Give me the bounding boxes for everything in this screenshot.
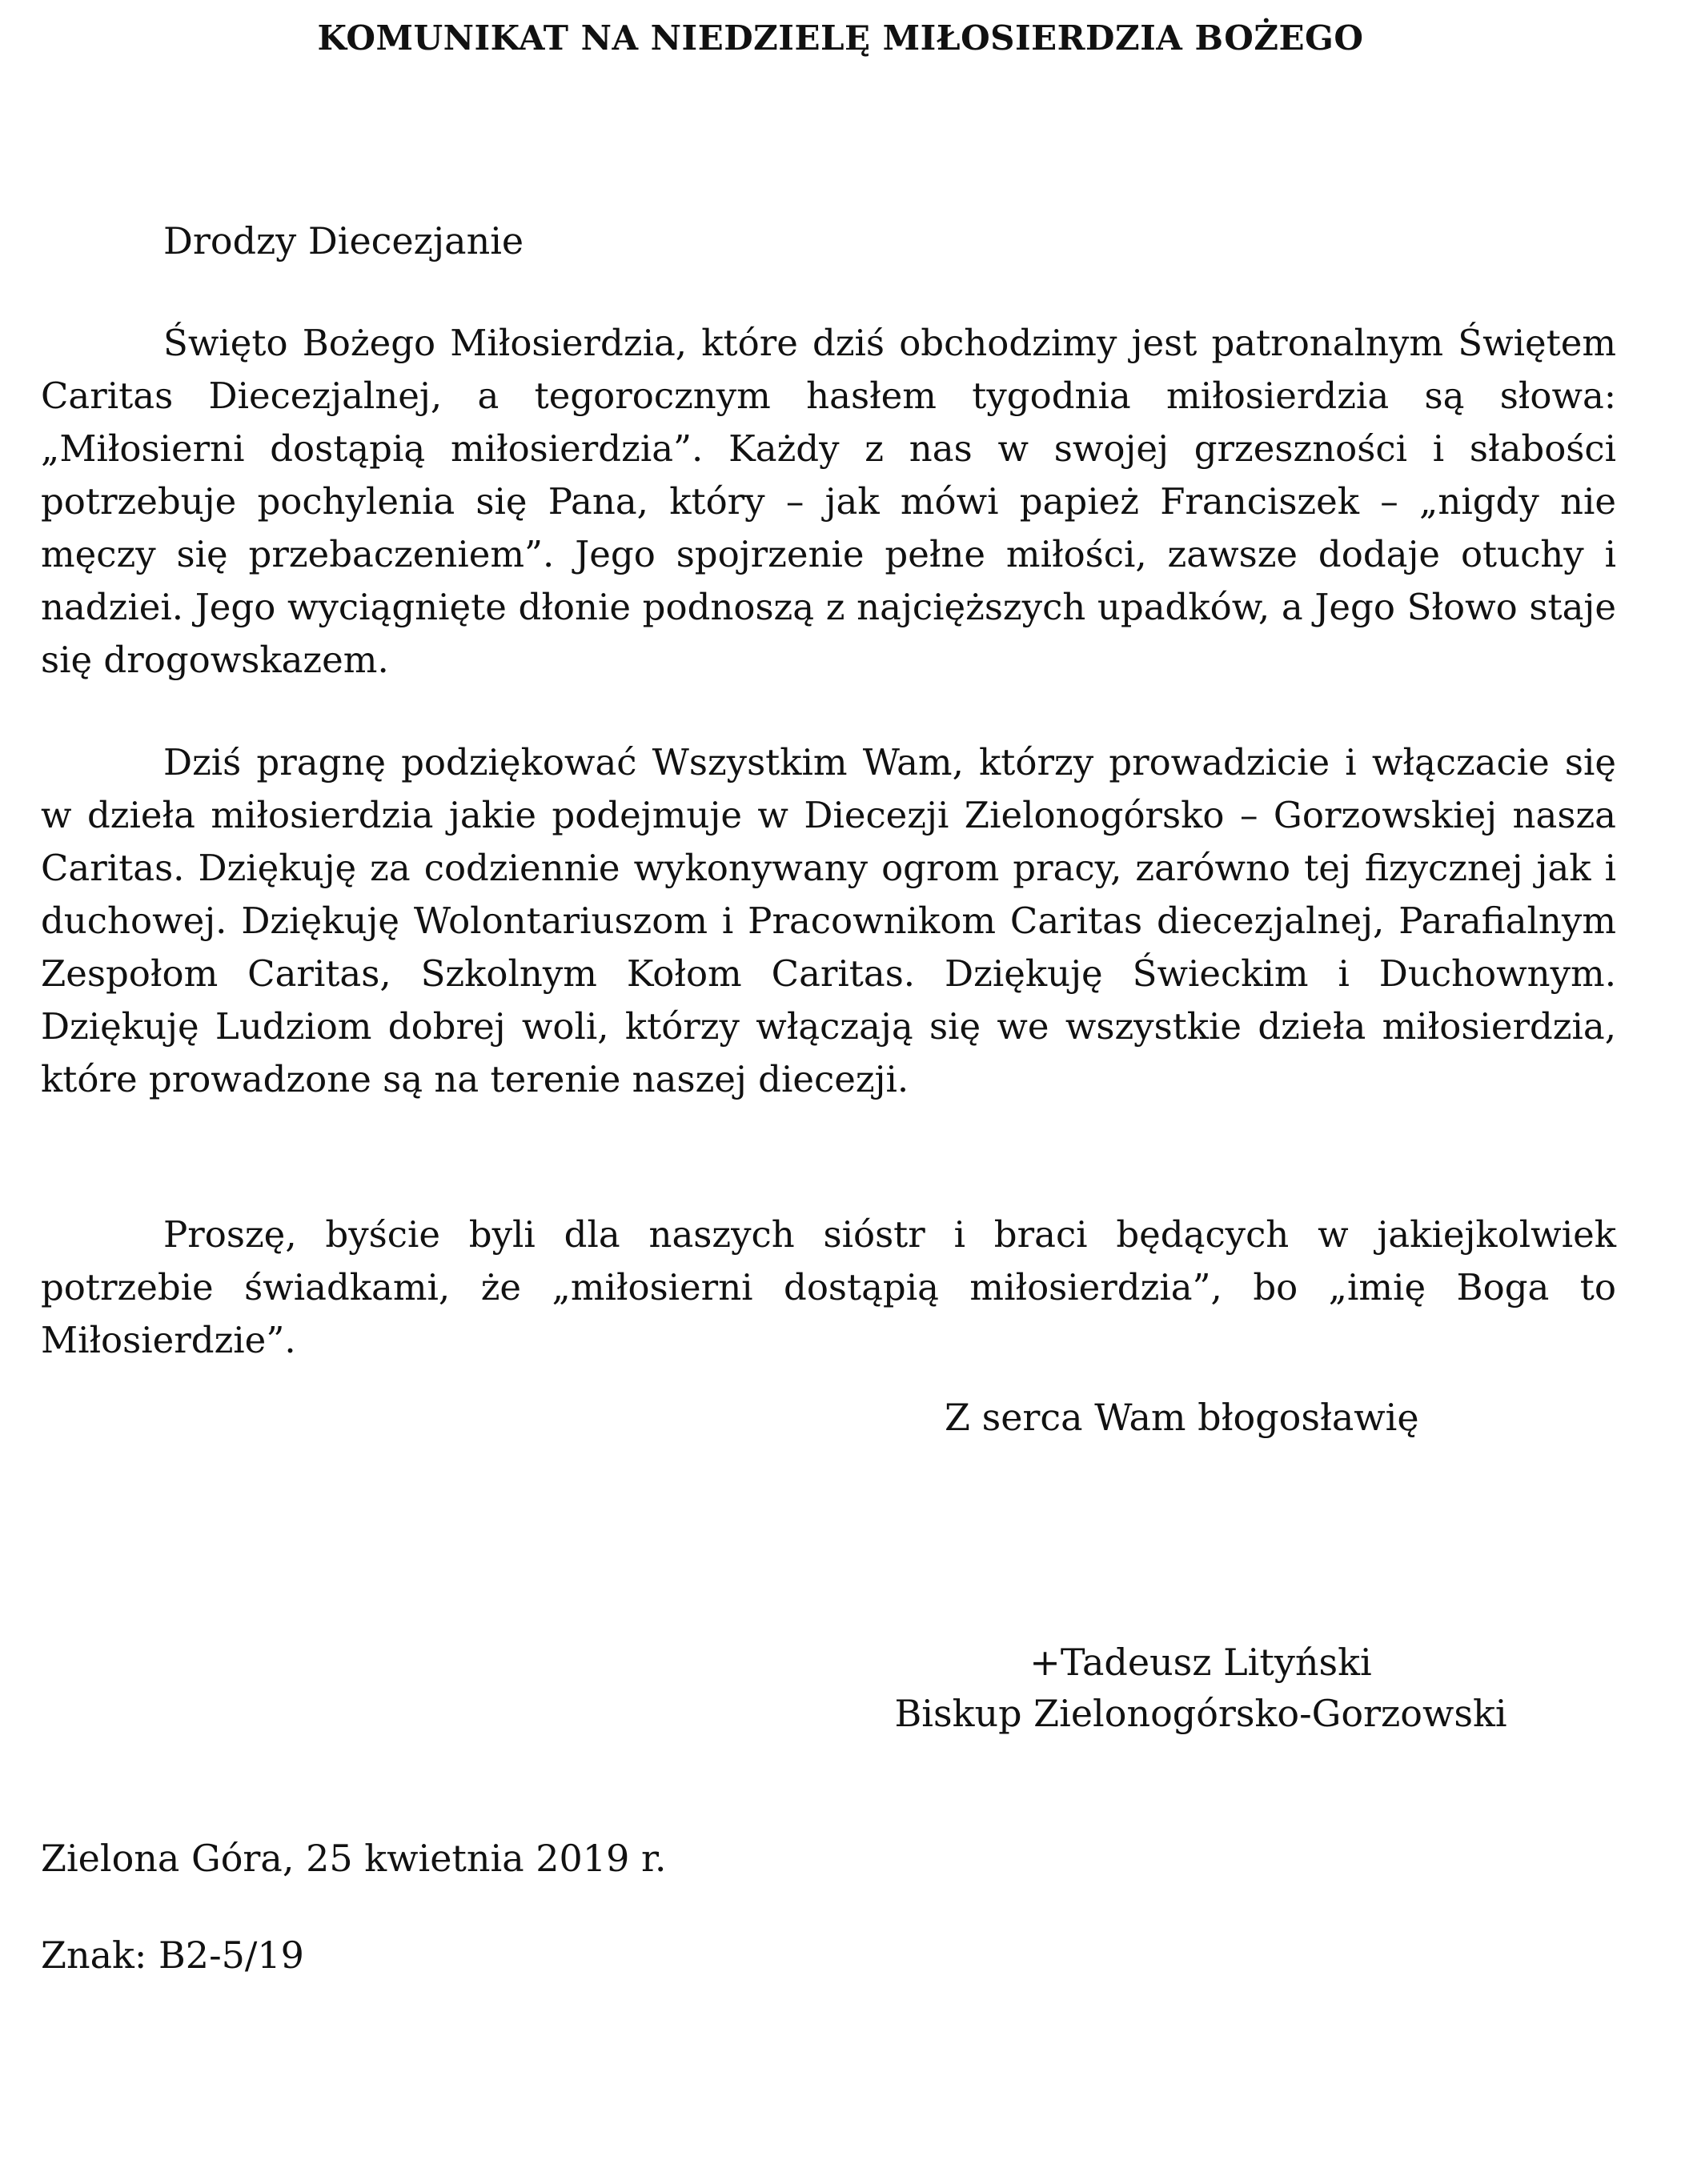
paragraph-1: Święto Bożego Miłosierdzia, które dziś obchodzimy jest patronalnym Świętem Caritas Diecezjalnej, a tegorocznym hasłem tygodnia miłosierdzia są słowa: „Miłosierni dostąpią miłosierdzia”. Każdy z nas w swojej grzeszności i słabości potrzebuje pochylenia się Pana, który – jak mówi papież Franciszek – „nigdy nie męczy się przebaczeniem”. Jego spojrzenie pełne miłości, zawsze dodaje otuchy i nadziei. Jego wyciągnięte dłonie podnoszą z najcięższych upadków, a Jego Słowo staje się drogowskazem.: [41, 322, 1616, 681]
paragraph-2: Dziś pragnę podziękować Wszystkim Wam, którzy prowadzicie i włączacie się w dzieła miłosierdzia jakie podejmuje w Diecezji Zielonogórsko – Gorzowskiej nasza Caritas. Dziękuję za codziennie wykonywany ogrom pracy, zarówno tej fizycznej jak i duchowej. Dziękuję Wolontariuszom i Pracownikom Caritas diecezjalnej, Parafialnym Zespołom Caritas, Szkolnym Kołom Caritas. Dziękuję Świeckim i Duchownym. Dziękuję Ludziom dobrej woli, którzy włączają się we wszystkie dzieła miłosierdzia, które prowadzone są na terenie naszej diecezji.: [41, 741, 1616, 1100]
reference-number: Znak: B2-5/19: [41, 1934, 304, 1977]
closing-blessing: Z serca Wam błogosławię: [945, 1396, 1419, 1439]
signature-role: Biskup Zielonogórsko-Gorzowski: [894, 1692, 1507, 1735]
paragraph-3: Proszę, byście byli dla naszych sióstr i braci będących w jakiejkolwiek potrzebie świadkami, że „miłosierni dostąpią miłosierdzia”, bo „imię Boga to Miłosierdzie”.: [41, 1213, 1616, 1361]
place-date: Zielona Góra, 25 kwietnia 2019 r.: [41, 1837, 667, 1880]
signature-block: [840, 1637, 1561, 1739]
document-title: KOMUNIKAT NA NIEDZIELĘ MIŁOSIERDZIA BOŻEGO: [317, 18, 1364, 58]
salutation: Drodzy Diecezjanie: [163, 219, 524, 262]
signature-name: +Tadeusz Lityński: [1029, 1641, 1372, 1684]
